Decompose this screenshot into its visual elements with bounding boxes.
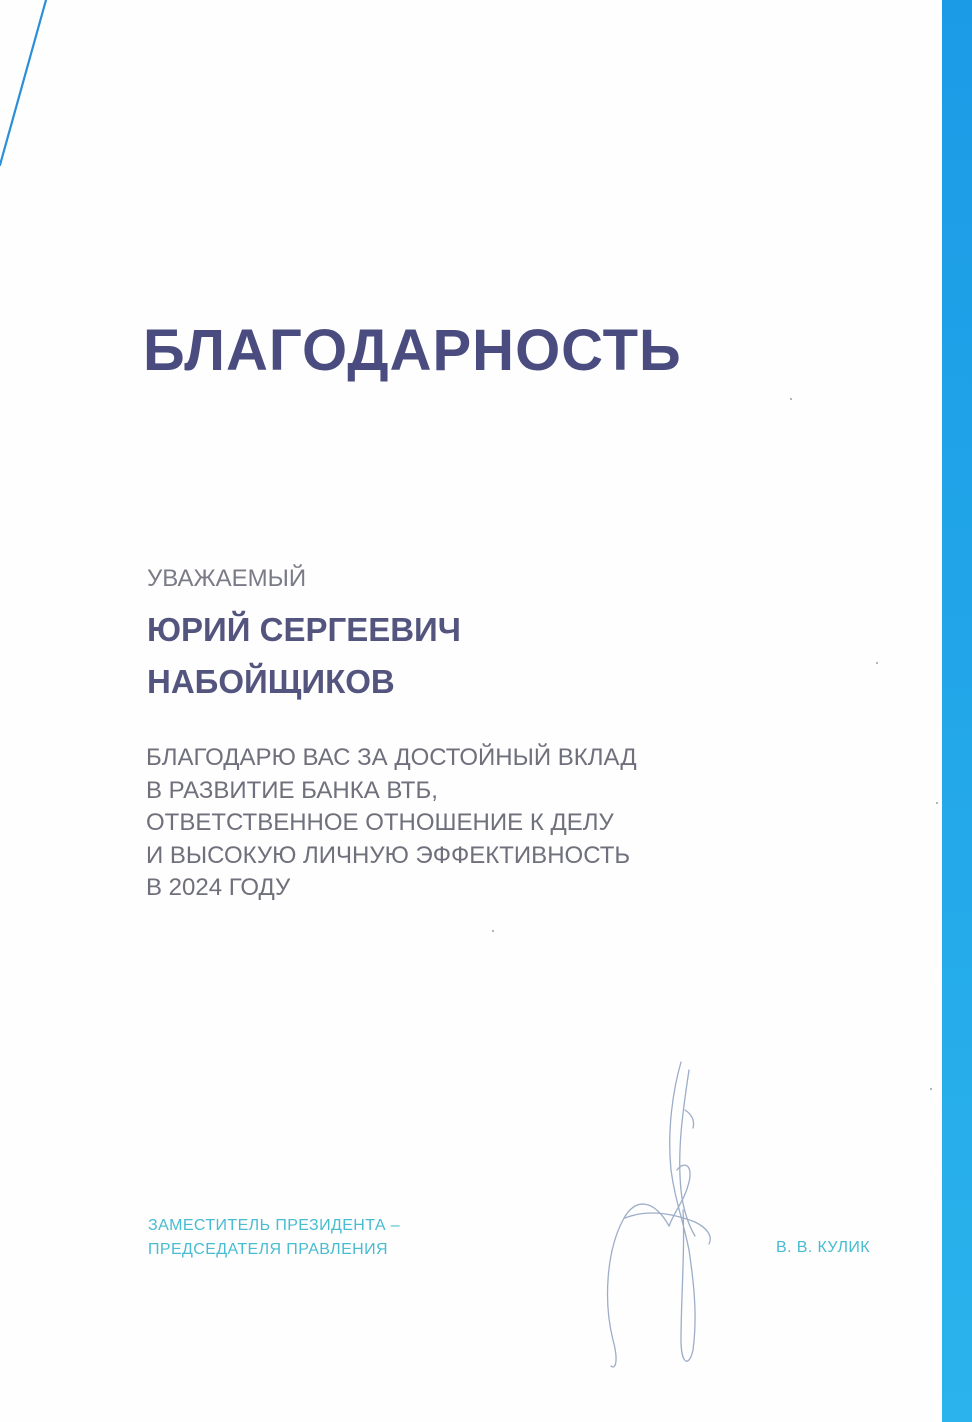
corner-accent-stroke (0, 0, 46, 165)
scan-speck (936, 802, 938, 804)
corner-accent-line (0, 0, 60, 170)
gratitude-line: БЛАГОДАРЮ ВАС ЗА ДОСТОЙНЫЙ ВКЛАД (146, 744, 637, 771)
stripe-fill (942, 0, 972, 1422)
right-blue-stripe (942, 0, 972, 1422)
scan-speck (876, 662, 878, 664)
scan-speck (930, 1088, 932, 1090)
gratitude-line: ОТВЕТСТВЕННОЕ ОТНОШЕНИЕ К ДЕЛУ (146, 809, 614, 836)
signature-stroke (680, 1070, 695, 1236)
scan-speck (492, 930, 494, 932)
gratitude-line: В РАЗВИТИЕ БАНКА ВТБ, (146, 776, 438, 804)
signatory-position (148, 1214, 400, 1262)
recipient-name-first-line: ЮРИЙ СЕРГЕЕВИЧ (147, 611, 461, 648)
signature-stroke (625, 1213, 710, 1244)
signature-stroke (685, 1110, 694, 1128)
position-line: ПРЕДСЕДАТЕЛЯ ПРАВЛЕНИЯ (148, 1241, 388, 1258)
signature-icon (585, 1050, 735, 1370)
position-line: ЗАМЕСТИТЕЛЬ ПРЕЗИДЕНТА – (148, 1217, 401, 1234)
signature-stroke (670, 1062, 695, 1361)
gratitude-line: И ВЫСОКУЮ ЛИЧНУЮ ЭФФЕКТИВНОСТЬ (146, 841, 631, 869)
certificate-title: БЛАГОДАРНОСТЬ (143, 318, 682, 383)
recipient-surname: НАБОЙЩИКОВ (147, 663, 395, 700)
signatory-name: В. В. КУЛИК (776, 1239, 870, 1256)
signature-stroke (608, 1204, 669, 1367)
gratitude-line: В 2024 ГОДУ (146, 874, 291, 901)
scan-speck (790, 398, 792, 400)
salutation: УВАЖАЕМЫЙ (147, 565, 307, 592)
gratitude-text (146, 742, 637, 905)
